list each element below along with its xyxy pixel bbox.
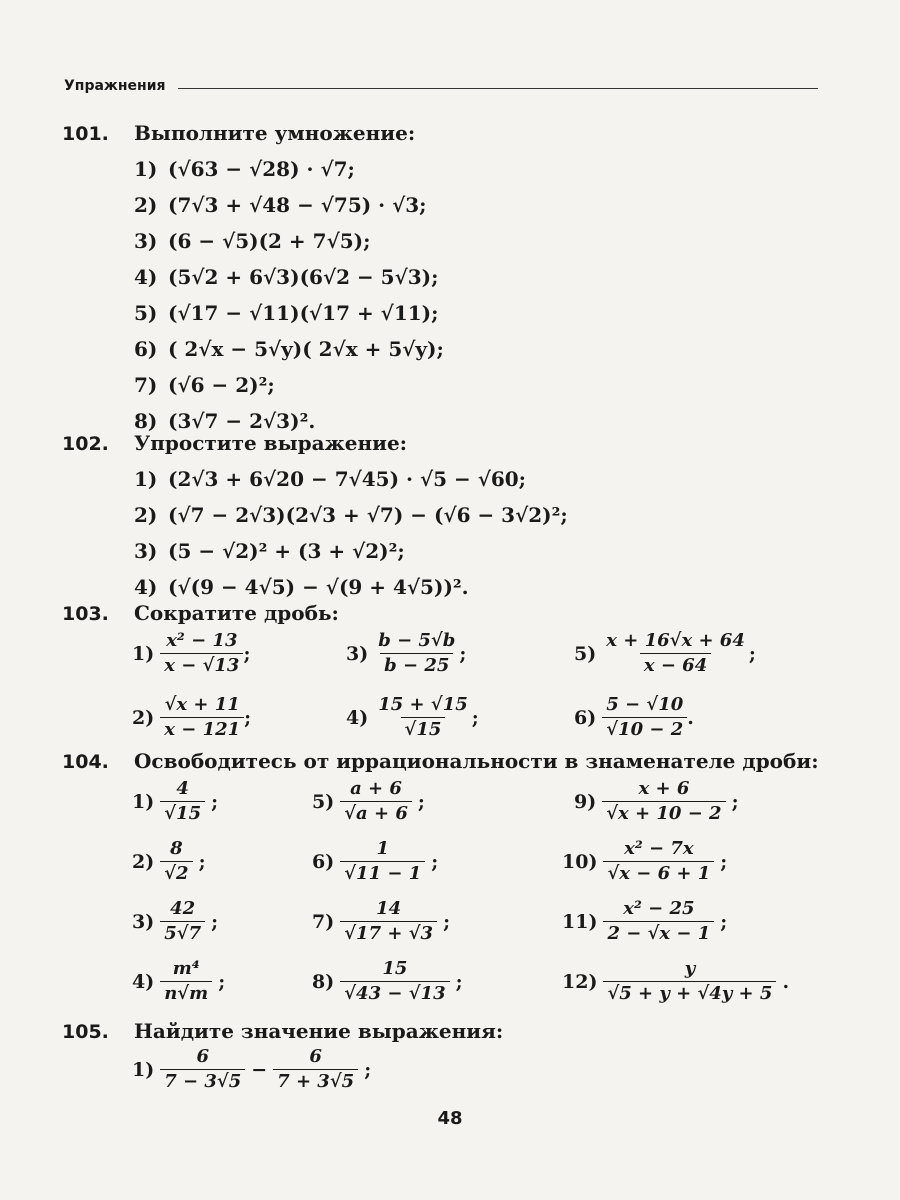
list-item: 7) (√6 − 2)²; — [134, 373, 275, 397]
list-item: 1) $\frac{\text{x² − 13}}{x - √13}$ ; — [132, 630, 251, 676]
exercise-title: Упростите выражение: — [134, 431, 408, 455]
list-item: 6) $\frac{1}{√11 - 1}$ ; — [312, 838, 439, 884]
list-item: 10) $\frac{\text{x² − 7x}}{√x - 6 + 1}$ ; — [562, 838, 728, 884]
list-item: 5) (√17 − √11)(√17 + √11); — [134, 301, 439, 325]
list-item: 4) (5√2 + 6√3)(6√2 − 5√3); — [134, 265, 439, 289]
exercise-title: Освободитесь от иррациональности в знаменателе дроби: — [134, 749, 819, 773]
exercise-number: 104. — [62, 751, 109, 773]
exercise-101 — [62, 116, 444, 439]
list-item: 1) (√63 − √28) · √7; — [134, 157, 355, 181]
list-item: 3) $\frac{b - 5√b}{b - 25}$ ; — [346, 630, 467, 676]
list-item: 8) $\frac{15}{√43 - √13}$ ; — [312, 958, 463, 1004]
exercise-number: 103. — [62, 603, 109, 625]
exercise-105 — [62, 1014, 503, 1049]
exercise-title: Найдите значение выражения: — [134, 1019, 504, 1043]
exercise-103 — [62, 596, 339, 631]
list-item: 12) $\frac{y}{√5 + y + √4y + 5}$ . — [562, 958, 790, 1004]
exercise-title: Выполните умножение: — [134, 121, 416, 145]
exercise-number: 101. — [62, 123, 109, 145]
exercise-number: 102. — [62, 433, 109, 455]
list-item: 2) (7√3 + √48 − √75) · √3; — [134, 193, 427, 217]
list-item: 2) (√7 − 2√3)(2√3 + √7) − (√6 − 3√2)²; — [134, 503, 568, 527]
exercise-number: 105. — [62, 1021, 109, 1043]
list-item: 1) $\frac{4}{√15}$ ; — [132, 778, 219, 824]
list-item: 4) (√(9 − 4√5) − √(9 + 4√5))². — [134, 575, 469, 599]
list-item: 2) $\frac{8}{√2}$ ; — [132, 838, 206, 884]
list-item: 1) $\frac{6}{7 - 3√5}$ − $\frac{6}{7 + 3√5}$ ; — [132, 1046, 372, 1092]
list-item: 5) $\frac{a + 6}{√a + 6}$ ; — [312, 778, 425, 824]
list-item: 3) (6 − √5)(2 + 7√5); — [134, 229, 371, 253]
list-item: 6) ( 2√x − 5√y)( 2√x + 5√y); — [134, 337, 444, 361]
header-rule — [178, 88, 818, 89]
exercise-items — [134, 461, 568, 605]
list-item: 4) $\frac{\text{m⁴}}{n√m}$ ; — [132, 958, 226, 1004]
exercise-102 — [62, 426, 568, 605]
list-item: 2) $\frac{√x + 11}{x - 121}$ ; — [132, 694, 252, 740]
list-item: 3) (5 − √2)² + (3 + √2)²; — [134, 539, 405, 563]
section-header — [64, 76, 818, 96]
list-item: 3) $\frac{42}{5√7}$ ; — [132, 898, 219, 944]
list-item: 5) $\frac{x + 16√x + 64}{x - 64}$ ; — [574, 630, 756, 676]
exercise-title: Сократите дробь: — [134, 601, 339, 625]
exercise-104 — [62, 744, 819, 779]
list-item: 7) $\frac{14}{√17 + √3}$ ; — [312, 898, 451, 944]
list-item: 8) (3√7 − 2√3)². — [134, 409, 316, 433]
list-item: 1) (2√3 + 6√20 − 7√45) · √5 − √60; — [134, 467, 527, 491]
list-item: 9) $\frac{x + 6}{√x + 10 - 2}$ ; — [574, 778, 739, 824]
list-item: 4) $\frac{15 + √15}{√15}$ ; — [346, 694, 479, 740]
section-title: Упражнения — [64, 78, 166, 94]
list-item: 6) $\frac{5 - √10}{√10 - 2}$ . — [574, 694, 694, 740]
exercise-items — [134, 151, 444, 439]
list-item: 11) $\frac{\text{x² − 25}}{2 - √x - 1}$ ; — [562, 898, 728, 944]
page-number: 48 — [437, 1108, 463, 1129]
